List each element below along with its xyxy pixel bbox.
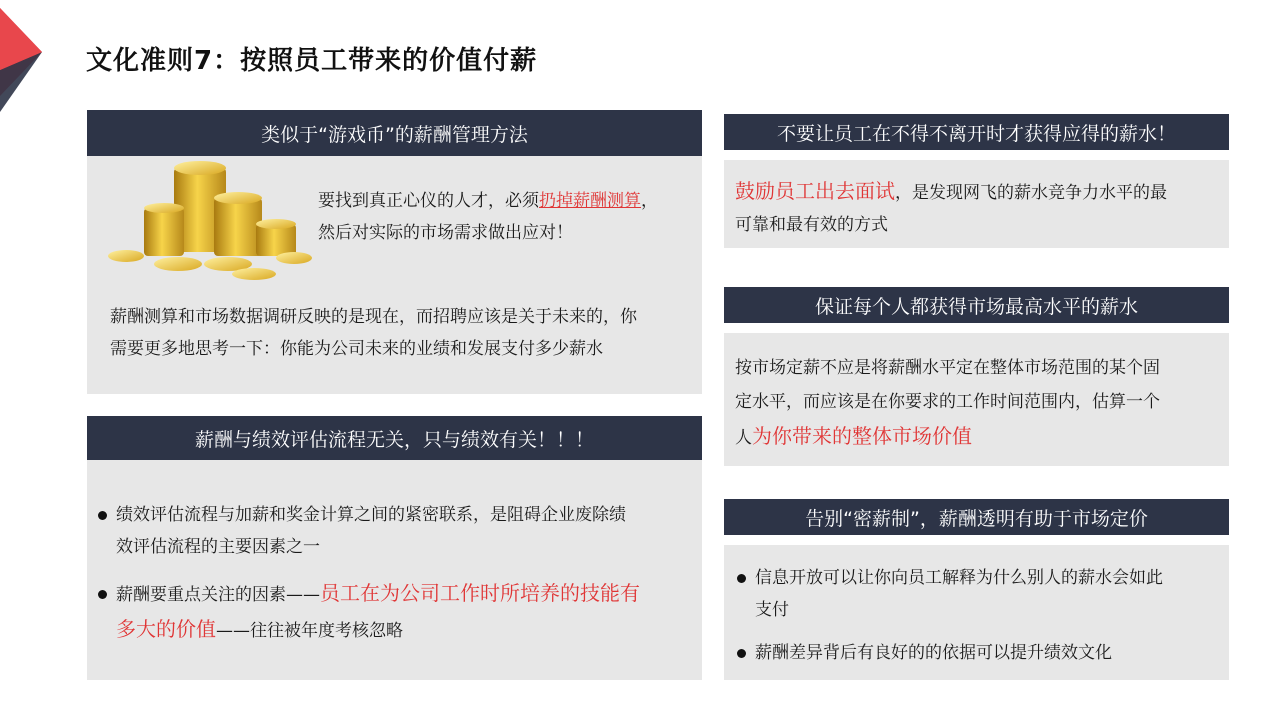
left-bottom-bullet-2: 薪酬要重点关注的因素——员工在为公司工作时所培养的技能有 多大的价值——往往被年度考核忽略 (116, 581, 640, 641)
bullet-icon (737, 649, 746, 658)
gold-coins-icon (108, 158, 314, 282)
left-top-header: 类似于“游戏币”的薪酬管理方法 (87, 110, 702, 156)
bullet-icon (98, 590, 107, 599)
right-2-paragraph: 按市场定薪不应是将薪酬水平定在整体市场范围的某个固 定水平，而应该是在你要求的工作时间范围内，估算一个 人为你带来的整体市场价值 (735, 358, 1160, 448)
right-3-header: 告别“密薪制”，薪酬透明有助于市场定价 (724, 499, 1229, 535)
right-3-bullet-2: 薪酬差异背后有良好的的依据可以提升绩效文化 (755, 643, 1112, 663)
bullet-icon (98, 511, 107, 520)
left-bottom-header: 薪酬与绩效评估流程无关，只与绩效有关！！！ (87, 416, 702, 460)
corner-accent-icon (0, 0, 60, 120)
right-2-header: 保证每个人都获得市场最高水平的薪水 (724, 287, 1229, 323)
left-top-paragraph-1: 要找到真正心仪的人才，必须扔掉薪酬测算， 然后对实际的市场需求做出应对！ (318, 191, 658, 243)
right-1-paragraph: 鼓励员工出去面试，是发现网飞的薪水竞争力水平的最 可靠和最有效的方式 (735, 179, 1167, 235)
left-top-paragraph-2: 薪酬测算和市场数据调研反映的是现在，而招聘应该是关于未来的，你 需要更多地思考一下：你能为公司未来的业绩和发展支付多少薪水 (110, 307, 637, 359)
bullet-icon (737, 574, 746, 583)
right-1-header: 不要让员工在不得不离开时才获得应得的薪水！ (724, 114, 1229, 150)
highlight-discard-salary-calc: 扔掉薪酬测算 (539, 191, 641, 211)
left-bottom-bullet-1: 绩效评估流程与加薪和奖金计算之间的紧密联系，是阻碍企业废除绩 效评估流程的主要因素之一 (116, 505, 626, 557)
right-3-bullet-1: 信息开放可以让你向员工解释为什么别人的薪水会如此 支付 (755, 568, 1163, 620)
page-title: 文化准则7：按照员工带来的价值付薪 (86, 46, 538, 76)
